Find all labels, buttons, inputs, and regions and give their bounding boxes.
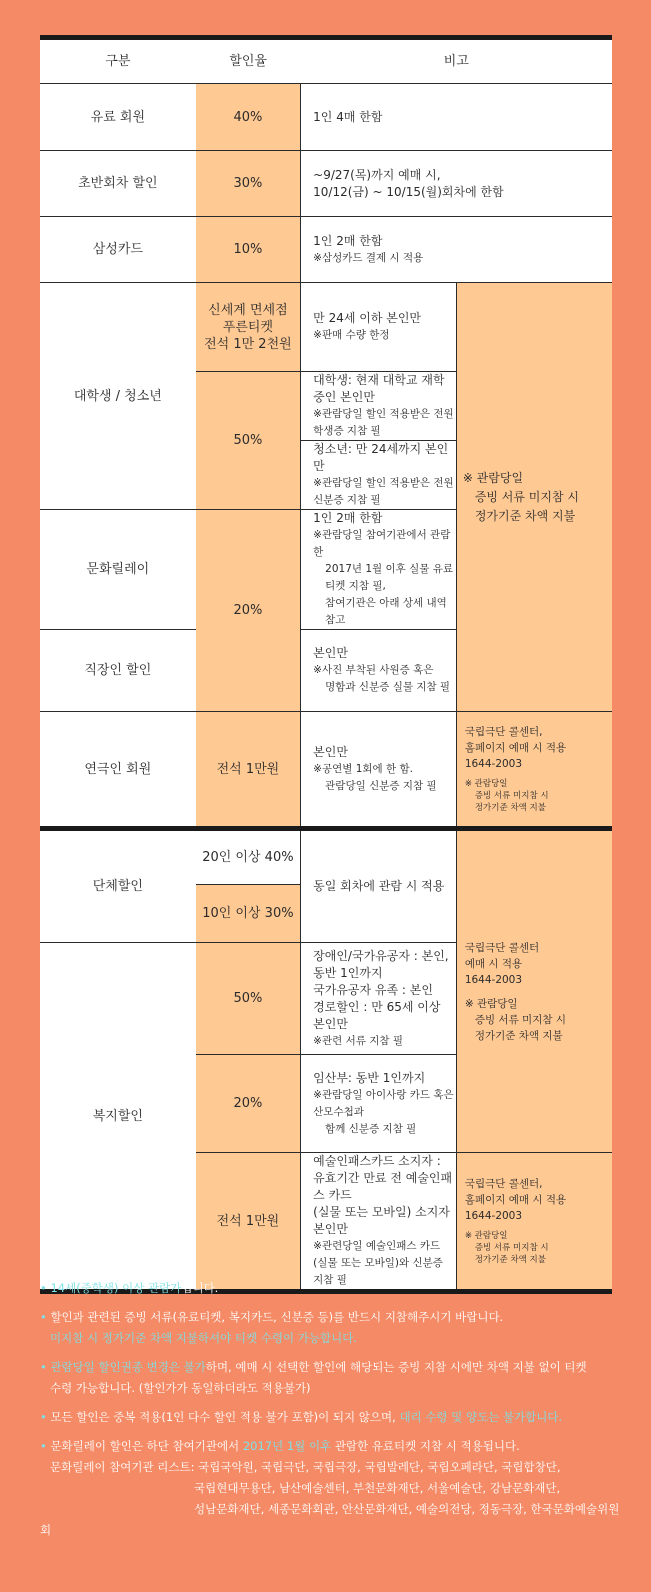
header-notes: 비고 [301,38,612,84]
discount-table [40,35,612,1294]
note-line: 임산부: 동반 1인까지 [313,1070,426,1085]
note-line: 동일 회차에 관람 시 적용 [313,879,445,893]
footnote-item [40,1407,630,1428]
notes-cell [301,829,457,943]
note-small: ※사진 부착된 사원증 혹은 [313,664,434,676]
note-small: 관람당일 신분증 지참 필 [325,779,437,792]
note-line: 국가유공자 유족 : 본인 [313,982,433,997]
note-small: ※삼성카드 결제 시 적용 [313,251,424,264]
note-line: 청소년: 만 24세까지 본인만 [313,442,449,473]
side-note-line: 국립극단 콜센터, [464,726,543,738]
footnote-item [40,1357,630,1399]
side-note-line: 증빙 서류 미지참 시 [474,1013,566,1026]
note-small: 2017년 1월 이후 실물 유료티켓 지참 필, [325,563,454,592]
note-small: 함께 신분증 지참 필 [325,1122,417,1135]
side-note-line: 홈페이지 예매 시 적용 [464,1194,567,1206]
footnote-item [40,1278,630,1299]
bullet-icon: • [40,1310,47,1324]
rate-line: 신세계 면세점 [208,302,288,318]
notes-cell [301,372,457,441]
side-note-cell [456,829,612,1153]
side-note-cell [456,712,612,829]
note-line: 유효기간 만료 전 예술인패스 카드 [313,1171,453,1202]
side-note-cell [456,1153,612,1292]
note-line: 10/12(금) ~ 10/15(월)회차에 한함 [313,184,504,199]
side-note-small: 증빙 서류 미지참 시 [474,791,549,801]
note-line: 예술인패스카드 소지자 : [313,1154,441,1168]
bullet-icon: • [40,1410,47,1424]
rate-cell: 10% [196,217,301,283]
footnote-list-line: 문화릴레이 참여기관 리스트: 국립국악원, 국립극단, 국립극장, 국립발레단, 국립오페라단, 국립합창단, [50,1460,561,1474]
bullet-icon: • [40,1439,47,1453]
footnote-text: 입니다. [181,1281,219,1295]
category-cell: 직장인 할인 [40,630,196,712]
footnote-highlight: 2017년 1월 이후 [242,1439,332,1453]
rate-cell: 10인 이상 30% [196,885,301,943]
notes-cell [301,151,612,217]
side-note-line: 국립극단 콜센터, [464,1178,543,1190]
side-note-small: ※ 관람당일 [464,779,508,789]
side-note-line: 예매 시 적용 [464,957,523,970]
footnote-text: 문화릴레이 할인은 하단 참여기관에서 [50,1439,243,1453]
discount-table-container [40,35,612,1294]
side-note-small: 정가기준 차액 지불 [474,1255,546,1265]
footnote-highlight: 대리 수령 및 양도는 불가합니다. [399,1410,563,1424]
header-rate: 할인율 [196,38,301,84]
notes-cell [301,510,457,630]
table-header-row [40,38,612,84]
side-note-line: 홈페이지 예매 시 적용 [464,742,567,754]
note-line: 대학생: 현재 대학교 재학 중인 본인만 [313,373,445,404]
footnote-text: 관람한 유료티켓 지참 시 적용됩니다. [331,1439,520,1453]
side-note-line: 1644-2003 [464,1210,523,1222]
side-note-line: ※ 관람당일 [464,997,518,1010]
note-line: ~9/27(목)까지 예매 시, [313,167,441,182]
category-cell: 삼성카드 [40,217,196,283]
note-small: ※판매 수량 한정 [313,329,390,341]
note-small: ※관람당일 할인 적용받은 전원 학생증 지참 필 [313,408,454,437]
side-note-line: 증빙 서류 미지참 시 [474,489,579,504]
rate-cell: 40% [196,84,301,151]
note-small: ※관련당일 예술인패스 카드 [313,1240,441,1252]
table-row-group-a [40,829,612,885]
note-small: 참여기관은 아래 상세 내역 참고 [325,597,447,626]
category-cell: 연극인 회원 [40,712,196,829]
rate-cell: 20% [196,1055,301,1153]
rate-cell: 30% [196,151,301,217]
bullet-icon: • [40,1281,47,1295]
side-note-line: 국립극단 콜센터 [464,941,540,954]
footnote-item [40,1307,630,1349]
header-category: 구분 [40,38,196,84]
table-row-samsung [40,217,612,283]
side-note-line: ※ 관람당일 [462,470,524,485]
note-line: 장애인/국가유공자 : 본인, 동반 1인까지 [313,948,449,980]
note-line: 만 24세 이하 본인만 [313,311,422,325]
rate-cell: 50% [196,372,301,510]
rate-cell [196,283,301,372]
table-row-early [40,151,612,217]
category-cell: 복지할인 [40,943,196,1292]
bullet-icon: • [40,1360,47,1374]
rate-line: 푸른티켓 [222,319,274,335]
footnote-highlight: 미지참 시 정가기준 차액 지불하셔야 티켓 수령이 가능합니다. [50,1331,357,1345]
side-note-line: 1644-2003 [464,973,523,986]
notes-cell [301,84,612,151]
footnote-list [40,1278,630,1549]
footnote-text: 할인과 관련된 증빙 서류(유료티켓, 복지카드, 신분증 등)를 반드시 지참해주시기 바랍니다. [50,1310,504,1324]
category-cell: 유료 회원 [40,84,196,151]
side-note-small: ※ 관람당일 [464,1231,508,1241]
notes-cell [301,943,457,1055]
note-line: 1인 2매 한함 [313,233,383,248]
rate-cell: 전석 1만원 [196,712,301,829]
table-row-student-a [40,283,612,372]
category-cell: 대학생 / 청소년 [40,283,196,510]
footnote-highlight: 관람당일 할인권종 변경은 불가 [50,1360,206,1374]
notes-cell [301,1055,457,1153]
footnote-highlight: 14세(중학생) 이상 관람가 [50,1281,182,1295]
rate-cell: 20% [196,510,301,712]
note-line: 본인만 [313,646,348,660]
notes-cell [301,441,457,510]
notes-cell [301,1153,457,1292]
note-line: 1인 2매 한함 [313,511,383,525]
note-small: ※공연별 1회에 한 함. [313,762,413,775]
side-note-line: 1644-2003 [464,758,523,770]
note-small: ※관람당일 아이사랑 카드 혹은 산모수첩과 [313,1088,454,1118]
category-cell: 단체할인 [40,829,196,943]
side-note-small: 정가기준 차액 지불 [474,803,546,813]
notes-cell [301,712,457,829]
footnote-item [40,1436,630,1541]
note-small: ※관람당일 할인 적용받은 전원 신분증 지참 필 [313,477,454,506]
note-small: ※관련 서류 지참 필 [313,1034,403,1047]
side-note-small: 증빙 서류 미지참 시 [474,1243,549,1253]
table-row-paid [40,84,612,151]
footnote-text: 모든 할인은 중복 적용(1인 다수 할인 적용 불가 포함)이 되지 않으며, [50,1410,400,1424]
notes-cell [301,283,457,372]
category-cell: 문화릴레이 [40,510,196,630]
rate-cell: 20인 이상 40% [196,829,301,885]
table-row-theater [40,712,612,829]
category-cell: 초반회차 할인 [40,151,196,217]
notes-cell [301,217,612,283]
notes-cell [301,630,457,712]
note-line: 본인만 [313,744,348,759]
note-small: (실물 또는 모바일)와 신분증 지참 필 [313,1257,443,1286]
note-line: (실물 또는 모바일) 소지자 본인만 [313,1205,450,1236]
footnote-list-line: 국립현대무용단, 남산예술센터, 부천문화재단, 서울예술단, 강남문화재단, [194,1481,561,1495]
footnote-text: 하며, 예매 시 선택한 할인에 해당되는 증빙 지참 시에만 차액 지불 없이 티켓 [205,1360,587,1374]
rate-cell: 50% [196,943,301,1055]
note-line: 경로할인 : 만 65세 이상 본인만 [313,999,441,1031]
note-small: 명함과 신분증 실물 지참 필 [325,681,451,693]
rate-line: 전석 1만 2천원 [204,336,292,352]
note-line: 1인 4매 한함 [313,109,383,124]
footnote-list-line: 성남문화재단, 세종문화회관, 안산문화재단, 예술의전당, 정동극장, 한국문화예술위원회 [40,1502,620,1537]
side-note-line: 정가기준 차액 지불 [474,508,576,523]
footnote-text: 수령 가능합니다. (할인가가 동일하더라도 적용불가) [50,1381,311,1395]
side-note-line: 정가기준 차액 지불 [474,1029,563,1042]
note-small: ※관람당일 참여기관에서 관람한 [313,529,451,558]
rate-cell: 전석 1만원 [196,1153,301,1292]
side-note-cell [456,283,612,712]
